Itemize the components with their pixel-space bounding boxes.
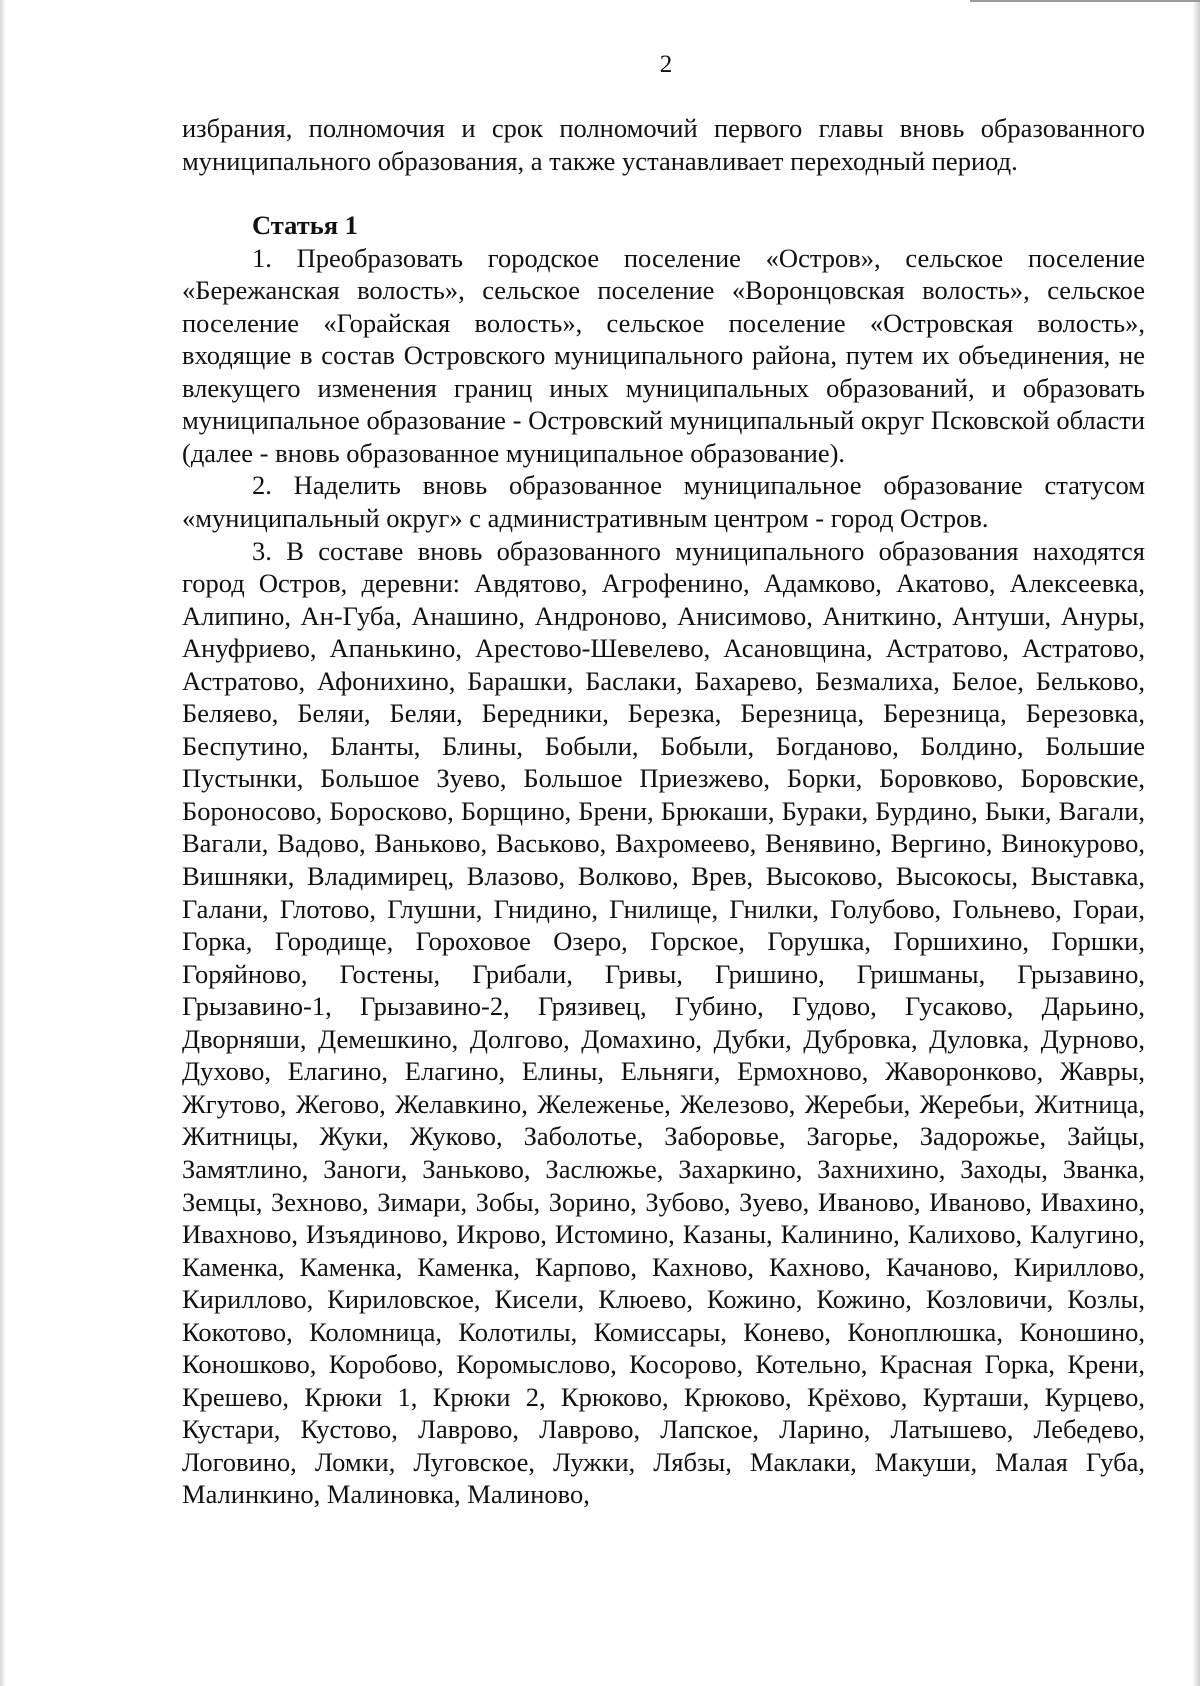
article-item-2: 2. Наделить вновь образованное муниципальное образование статусом «муниципальный округ» с административным центром - город Остров. xyxy=(182,470,1145,534)
article-item-3: 3. В составе вновь образованного муниципального образования находятся город Остров, деревни: Авдятово, Агрофенино, Адамково, Акатово, Алексеевка, Алипино, Ан-Губа, Анашино, Андроново, Анисимово, Аниткино, Антуши, Ануры, Ануфриево, Апанькино, Арестово-Шевелево, Асановщина, Астратово, Астратово, Астратово, Афонихино, Барашки, Баслаки, Бахарево, Безмалиха, Белое, Бельково, Беляево, Беляи, Беляи, Бередники, Березка, Березница, Березница, Березовка, Беспутино, Бланты, Блины, Бобыли, Бобыли, Богданово, Болдино, Большие Пустынки, Большое Зуево, Большое Приезжево, Борки, Боровково, Боровские, Бороносово, Боросково, Борщино, Брени, Брюкаши, Бураки, Бурдино, Быки, Вагали, Вагали, Вадово, Ваньково, Васьково, Вахромеево, Венявино, Вергино, Винокурово, Вишняки, Владимирец, Влазово, Волково, Врев, Высоково, Высокосы, Выставка, Галани, Глотово, Глушни, Гнидино, Гнилище, Гнилки, Голубово, Гольнево, Гораи, Горка, Городище, Гороховое Озеро, Горское, Горушка, Горшихино, Горшки, Горяйново, Гостены, Грибали, Гривы, Гришино, Гришманы, Грызавино, Грызавино-1, Грызавино-2, Грязивец, Губино, Гудово, Гусаково, Дарьино, Дворняши, Демешкино, Долгово, Домахино, Дубки, Дубровка, Дуловка, Дурново, Духово, Елагино, Елагино, Елины, Ельняги, Ермохново, Жаворонково, Жавры, Жгутово, Жегово, Желавкино, Жележенье, Железово, Жеребьи, Жеребьи, Житница, Житницы, Жуки, Жуково, Заболотье, Заборовье, Загорье, Задорожье, Зайцы, Замятлино, Заноги, Заньково, Заслюжье, Захаркино, Захнихино, Заходы, Званка, Земцы, Зехново, Зимари, Зобы, Зорино, Зубово, Зуево, Иваново, Иваново, Ивахино, Ивахново, Изъядиново, Икрово, Истомино, Казаны, Калинино, Калихово, Калугино, Каменка, Каменка, Каменка, Карпово, Кахново, Кахново, Качаново, Кириллово, Кириллово, Кириловское, Кисели, Клюево, Кожино, Кожино, Козловичи, Козлы, Кокотово, Коломница, Колотилы, Комиссары, Конево, Коноплюшка, Коношино, Коношково, Коробово, Коромыслово, Косорово, Котельно, Красная Горка, Крени, Крешево, Крюки 1, Крюки 2, Крюково, Крюково, Крёхово, Курташи, Курцево, Кустари, Кустово, Лаврово, Лаврово, Лапское, Ларино, Латышево, Лебедево, Логовино, Ломки, Луговское, Лужки, Лябзы, Маклаки, Макуши, Малая Губа, Малинкино, Малиновка, Малиново, xyxy=(182,535,1145,1510)
scan-edge-right xyxy=(1192,0,1200,1686)
scan-edge-left xyxy=(0,0,6,1686)
page-number: 2 xyxy=(659,51,673,78)
document-body xyxy=(182,112,1145,1511)
intro-paragraph: избрания, полномочия и срок полномочий первого главы вновь образованного муниципального образования, а также устанавливает переходный период. xyxy=(182,113,1145,176)
article-heading: Статья 1 xyxy=(252,210,358,241)
article-item-1: 1. Преобразовать городское поселение «Остров», сельское поселение «Бережанская волость», сельское поселение «Воронцовская волость», сельское поселение «Горайская волость», сельское поселение «Островская волость», входящие в состав Островского муниципального района, путем их объединения, не влекущего изменения границ иных муниципальных образований, и образовать муниципальное образование - Островский муниципальный округ Псковской области (далее - вновь образованное муниципальное образование). xyxy=(182,242,1145,468)
scan-edge-top xyxy=(970,0,1200,2)
